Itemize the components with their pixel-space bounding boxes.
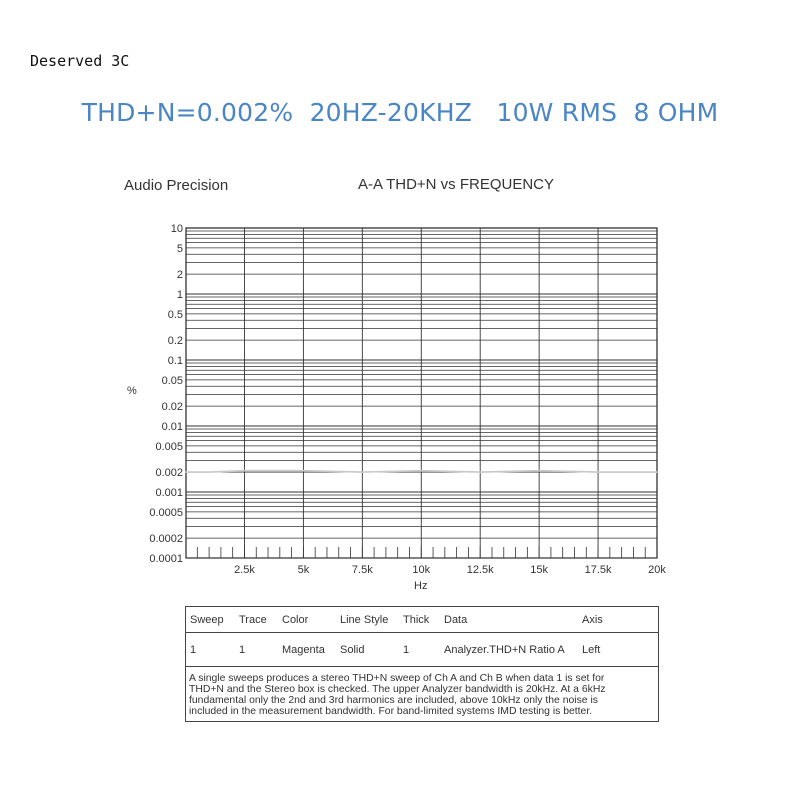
series-point — [244, 470, 246, 472]
x-tick-label: 20k — [648, 564, 666, 576]
legend-note-line: included in the measurement bandwidth. For band-limited systems IMD testing is better. — [189, 706, 593, 717]
series-point — [538, 470, 540, 472]
legend-note-line: THD+N and the Stereo box is checked. The upper Analyzer bandwidth is 20kHz. At a 6kHz — [189, 684, 606, 695]
x-tick-label: 10k — [412, 564, 431, 576]
legend-cell-thick: 1 — [403, 643, 410, 656]
x-tick-label: 17.5k — [584, 564, 612, 576]
legend-header-row — [186, 607, 658, 633]
y-tick-label: 5 — [176, 242, 183, 255]
watermark-text: Deserved 3C — [30, 52, 130, 70]
x-tick-label: 7.5k — [351, 564, 373, 576]
y-tick-label: 10 — [170, 223, 183, 235]
series-point — [597, 471, 599, 473]
series-point — [362, 471, 364, 473]
y-tick-label: 1 — [176, 289, 183, 301]
spec-headline: THD+N=0.002% 20HZ-20KHZ 10W RMS 8 OHM — [81, 98, 719, 127]
y-tick-label: 0.02 — [161, 401, 183, 414]
y-tick-label: 0.0005 — [149, 506, 183, 519]
legend-header-line-style: Line Style — [340, 613, 389, 626]
series-point — [420, 470, 422, 472]
x-tick-label: 15k — [530, 564, 549, 576]
y-tick-label: 0.0001 — [149, 553, 183, 565]
series-point — [208, 471, 210, 473]
legend-note-line: A single sweeps produces a stereo THD+N sweep of Ch A and Ch B when data 1 is set for — [189, 673, 605, 684]
x-axis-label: Hz — [414, 580, 428, 592]
analyzer-brand: Audio Precision — [124, 177, 229, 194]
y-tick-label: 2 — [176, 269, 183, 282]
series-point — [185, 471, 187, 473]
legend-header-thick: Thick — [403, 613, 430, 626]
y-tick-label: 0.0002 — [149, 533, 183, 546]
series-point — [656, 471, 658, 473]
chart-title: A-A THD+N vs FREQUENCY — [358, 176, 555, 193]
legend-note — [186, 667, 658, 721]
y-tick-labels — [149, 223, 183, 565]
x-tick-label: 2.5k — [234, 564, 255, 576]
legend-cell-line-style: Solid — [340, 643, 365, 656]
legend-header-data: Data — [444, 613, 468, 626]
legend-header-color: Color — [282, 613, 309, 626]
legend-note-line: fundamental only the 2nd and 3rd harmonics are included, above 10kHz only the noise is — [189, 695, 598, 706]
legend-header-trace: Trace — [239, 613, 267, 626]
y-tick-label: 0.002 — [155, 467, 183, 480]
legend-cell-color: Magenta — [282, 643, 325, 656]
y-tick-label: 0.05 — [161, 374, 183, 387]
legend-cell-sweep: 1 — [190, 643, 197, 656]
legend-table — [185, 606, 659, 722]
legend-header-sweep: Sweep — [190, 613, 224, 626]
y-tick-label: 0.005 — [155, 440, 183, 453]
y-tick-label: 0.1 — [167, 355, 183, 367]
legend-header-axis: Axis — [582, 613, 603, 626]
y-tick-label: 0.001 — [155, 487, 183, 499]
y-tick-label: 0.2 — [167, 335, 183, 348]
legend-cell-axis: Left — [582, 643, 601, 656]
legend-data-row — [186, 633, 658, 667]
x-tick-label: 12.5k — [466, 564, 494, 576]
series-point — [479, 471, 481, 473]
legend-cell-trace: 1 — [239, 643, 246, 656]
x-tick-labels — [234, 564, 666, 576]
y-tick-label: 0.5 — [167, 308, 183, 321]
y-axis-label: % — [127, 385, 137, 397]
series-point — [303, 470, 305, 472]
legend-cell-data: Analyzer.THD+N Ratio A — [444, 643, 565, 656]
plot-grid — [186, 228, 657, 558]
x-tick-label: 5k — [297, 564, 310, 576]
y-tick-label: 0.01 — [161, 421, 183, 433]
